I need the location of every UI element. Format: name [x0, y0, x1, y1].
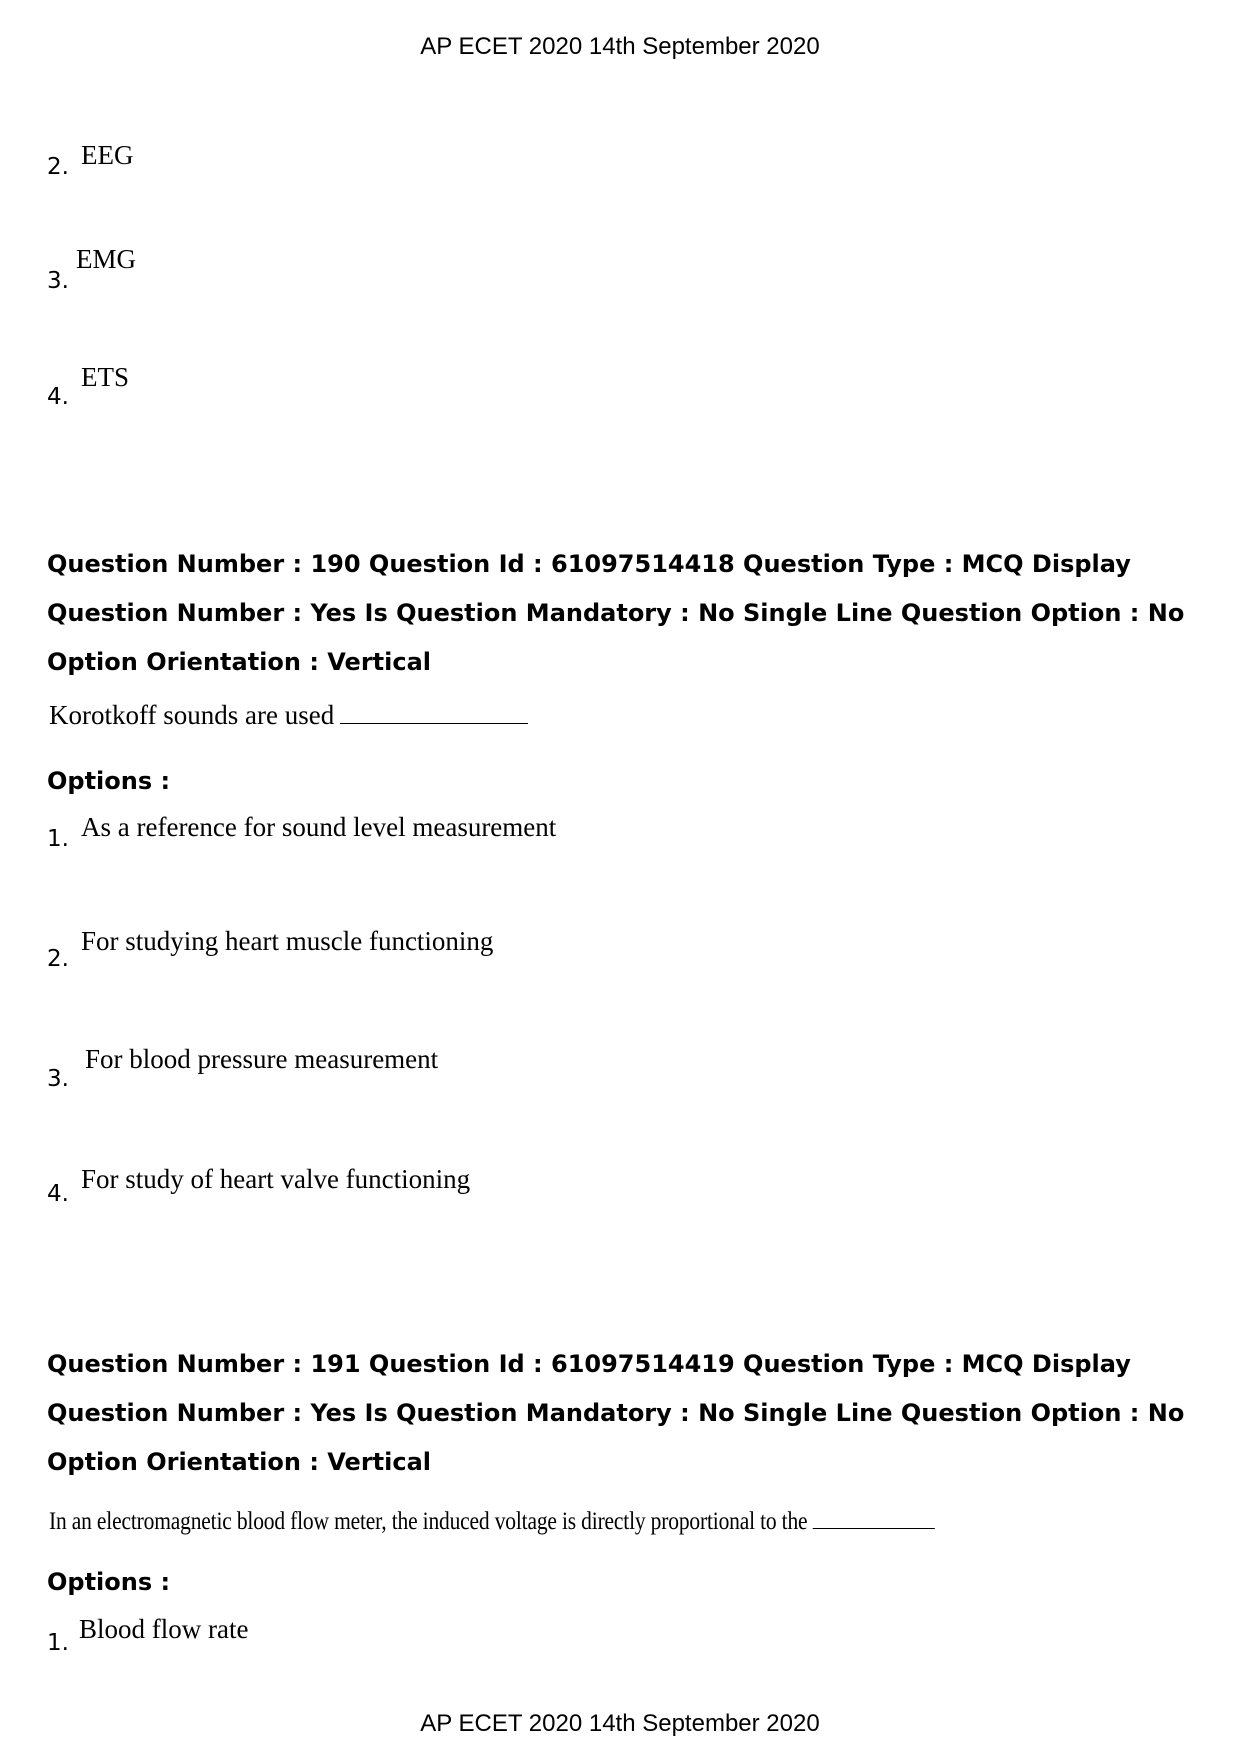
- answer-blank: [340, 701, 528, 724]
- option-text: EMG: [76, 244, 136, 274]
- option-number: 2.: [47, 154, 69, 180]
- answer-blank: [813, 1506, 935, 1529]
- question-190-text: [49, 700, 528, 731]
- option-number: 1.: [47, 826, 69, 852]
- page-footer: AP ECET 2020 14th September 2020: [420, 1710, 820, 1737]
- option-text: EEG: [81, 140, 134, 170]
- option-text: Blood flow rate: [79, 1614, 249, 1644]
- option-text: For studying heart muscle functioning: [81, 926, 494, 956]
- option-number: 3.: [47, 1066, 69, 1092]
- option-text: As a reference for sound level measurement: [81, 812, 557, 842]
- option-number: 4.: [47, 1181, 69, 1207]
- option-number: 1.: [47, 1630, 69, 1656]
- option-text: For study of heart valve functioning: [81, 1164, 471, 1194]
- option-number: 2.: [47, 946, 69, 972]
- question-text: Korotkoff sounds are used: [49, 700, 335, 730]
- question-190-meta: Question Number : 190 Question Id : 61097514418 Question Type : MCQ Display Question Number : Yes Is Question Mandatory : No Single Line Question Option : No Option Orientation : Vertical: [47, 550, 1185, 676]
- options-label: Options :: [47, 1568, 171, 1596]
- option-text: For blood pressure measurement: [85, 1044, 439, 1074]
- question-191-meta: Question Number : 191 Question Id : 61097514419 Question Type : MCQ Display Question Number : Yes Is Question Mandatory : No Single Line Question Option : No Option Orientation : Vertical: [47, 1350, 1185, 1476]
- option-number: 3.: [47, 268, 69, 294]
- question-191-text: [49, 1506, 935, 1536]
- option-number: 4.: [47, 384, 69, 410]
- question-text: In an electromagnetic blood flow meter, the induced voltage is directly proportional to the: [49, 1508, 808, 1535]
- page-header: AP ECET 2020 14th September 2020: [420, 33, 820, 60]
- option-text: ETS: [81, 362, 130, 392]
- options-label: Options :: [47, 767, 171, 795]
